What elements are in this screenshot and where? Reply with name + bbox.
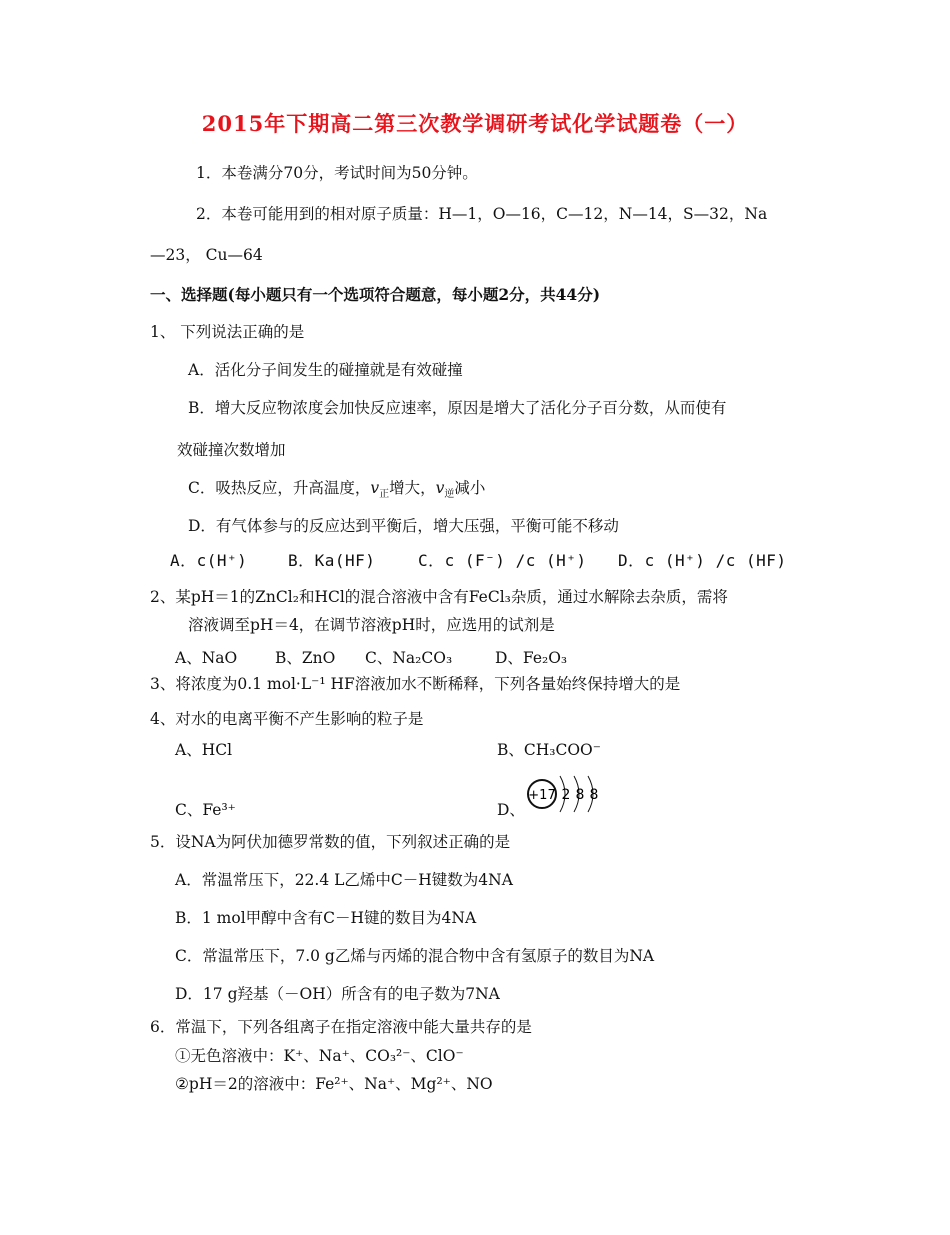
q1-option-d: D．有气体参与的反应达到平衡后，增大压强，平衡可能不移动 xyxy=(188,517,619,535)
atom-shell-2-count: 8 xyxy=(575,787,585,803)
q1-c-pre: C．吸热反应，升高温度， xyxy=(188,479,371,497)
ratio-option-a: A．c(H⁺) xyxy=(170,551,248,570)
q1-option-c xyxy=(188,478,485,505)
ratio-option-d: D．c (H⁺) /c (HF) xyxy=(618,551,787,570)
note-1: 1．本卷满分70分，考试时间为50分钟。 xyxy=(196,164,478,182)
q6-stem: 6．常温下，下列各组离子在指定溶液中能大量共存的是 xyxy=(150,1018,532,1036)
q4-stem: 4、对水的电离平衡不产生影响的粒子是 xyxy=(150,710,424,728)
q1-stem: 1、 下列说法正确的是 xyxy=(150,323,305,341)
q1-option-b: B．增大反应物浓度会加快反应速率，原因是增大了活化分子百分数，从而使有 xyxy=(188,399,727,417)
q1-c-mid: 增大， xyxy=(389,479,436,497)
q2-option-a: A、NaO xyxy=(175,649,238,667)
atom-structure-diagram xyxy=(526,770,606,814)
q4-option-b: B、CH₃COO⁻ xyxy=(497,741,601,759)
ratio-option-b: B．Ka(HF) xyxy=(288,551,376,570)
q5-option-d: D．17 g羟基（－OH）所含有的电子数为7NA xyxy=(175,985,500,1003)
q1-c-post: 减小 xyxy=(454,479,486,497)
q1-option-b-cont: 效碰撞次数增加 xyxy=(177,441,286,459)
q1-c-v2: v xyxy=(435,479,445,497)
section-heading: 一、选择题(每小题只有一个选项符合题意，每小题2分，共44分) xyxy=(150,285,601,304)
note-2-cont: —23， Cu—64 xyxy=(150,246,263,264)
q5-option-b: B．1 mol甲醇中含有C－H键的数目为4NA xyxy=(175,909,477,927)
q1-c-s1: 正 xyxy=(379,489,390,501)
q5-option-a: A．常温常压下，22.4 L乙烯中C－H键数为4NA xyxy=(175,871,513,889)
ratio-options xyxy=(170,548,787,571)
q1-c-v1: v xyxy=(370,479,380,497)
atom-nucleus-label: +17 xyxy=(528,788,556,803)
q5-option-c: C．常温常压下，7.0 g乙烯与丙烯的混合物中含有氢原子的数目为NA xyxy=(175,947,655,965)
q2-option-b: B、ZnO xyxy=(275,649,336,667)
q5-stem: 5．设NA为阿伏加德罗常数的值，下列叙述正确的是 xyxy=(150,833,511,851)
q2-option-c: C、Na₂CO₃ xyxy=(365,649,453,667)
atom-shell-1-count: 2 xyxy=(561,787,571,803)
q2-option-d: D、Fe₂O₃ xyxy=(495,649,568,667)
exam-title: 2015年下期高二第三次教学调研考试化学试题卷（一） xyxy=(201,111,749,136)
q2-options xyxy=(175,646,567,668)
q6-item-1: ①无色溶液中：K⁺、Na⁺、CO₃²⁻、ClO⁻ xyxy=(175,1047,464,1065)
q1-c-s2: 逆 xyxy=(444,489,455,501)
q2-stem-cont: 溶液调至pH＝4，在调节溶液pH时，应选用的试剂是 xyxy=(188,616,555,634)
note-2: 2．本卷可能用到的相对原子质量：H—1，O—16，C—12，N—14，S—32，Na xyxy=(196,205,768,223)
q6-item-2: ②pH＝2的溶液中：Fe²⁺、Na⁺、Mg²⁺、NO xyxy=(175,1075,493,1093)
ratio-option-c: C．c (F⁻) /c (H⁺) xyxy=(418,551,587,570)
q3-stem: 3、将浓度为0.1 mol·L⁻¹ HF溶液加水不断稀释，下列各量始终保持增大的是 xyxy=(150,675,681,693)
q4-option-d: D、 xyxy=(497,801,525,819)
q4-option-a: A、HCl xyxy=(175,741,233,759)
q2-stem: 2、某pH＝1的ZnCl₂和HCl的混合溶液中含有FeCl₃杂质，通过水解除去杂质，需将 xyxy=(150,588,728,606)
q1-option-a: A．活化分子间发生的碰撞就是有效碰撞 xyxy=(188,361,463,379)
q4-option-c: C、Fe³⁺ xyxy=(175,801,236,819)
atom-shell-3-count: 8 xyxy=(589,787,599,803)
